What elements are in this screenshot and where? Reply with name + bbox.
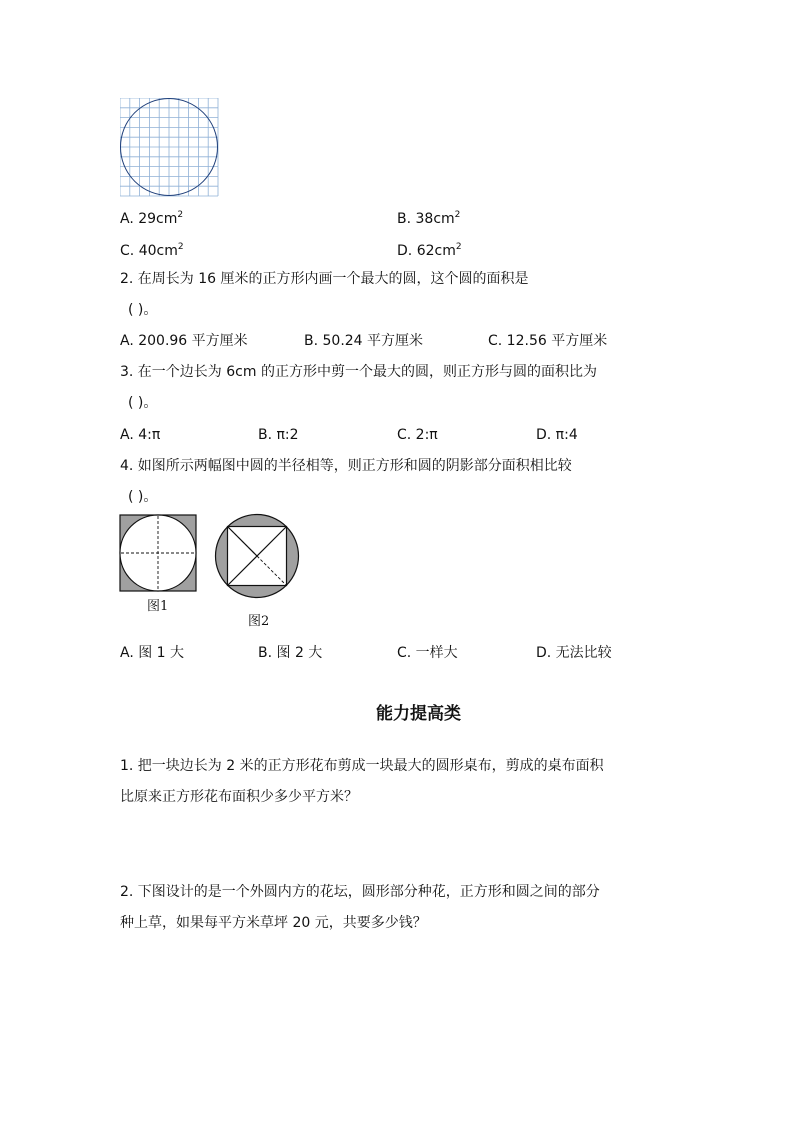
q4-option-c[interactable]: C. 一样大 [397, 645, 458, 661]
option-letter: C. [120, 243, 135, 259]
option-value: 38cm [415, 211, 455, 227]
option-letter: A. [120, 211, 134, 227]
grid-circle-figure [120, 98, 220, 198]
section-title: 能力提高类 [376, 704, 461, 724]
q3-option-a[interactable]: A. 4:π [120, 427, 161, 443]
figure-2 [214, 513, 300, 599]
grid-option-b[interactable] [397, 206, 460, 228]
q3-option-d[interactable]: D. π:4 [536, 427, 578, 443]
q3-option-c[interactable]: C. 2:π [397, 427, 438, 443]
problem-1-line-1: 1. 把一块边长为 2 米的正方形花布剪成一块最大的圆形桌布，剪成的桌布面积 [120, 758, 604, 774]
option-value: 29cm [138, 211, 178, 227]
option-exponent: 2 [177, 210, 184, 220]
question-3-text: 3. 在一个边长为 6cm 的正方形中剪一个最大的圆，则正方形与圆的面积比为 [120, 364, 597, 380]
option-exponent: 2 [455, 242, 462, 252]
grid-option-a[interactable] [120, 206, 183, 228]
option-value: 62cm [416, 243, 456, 259]
question-2-text: 2. 在周长为 16 厘米的正方形内画一个最大的圆，这个圆的面积是 [120, 271, 529, 287]
problem-2-line-1: 2. 下图设计的是一个外圆内方的花坛，圆形部分种花，正方形和圆之间的部分 [120, 884, 600, 900]
figure-1-caption: 图1 [147, 599, 169, 614]
figure-1 [119, 514, 197, 592]
q4-option-a[interactable]: A. 图 1 大 [120, 645, 185, 661]
question-4-text: 4. 如图所示两幅图中圆的半径相等，则正方形和圆的阴影部分面积相比较 [120, 458, 572, 474]
option-letter: B. [397, 211, 412, 227]
option-exponent: 2 [454, 210, 461, 220]
question-3-blank: ( )。 [128, 395, 158, 411]
q2-option-a[interactable]: A. 200.96 平方厘米 [120, 333, 248, 349]
question-2-blank: ( )。 [128, 302, 158, 318]
q2-option-c[interactable]: C. 12.56 平方厘米 [488, 333, 608, 349]
q2-option-b[interactable]: B. 50.24 平方厘米 [304, 333, 424, 349]
q3-option-b[interactable]: B. π:2 [258, 427, 299, 443]
problem-2-line-2: 种上草，如果每平方米草坪 20 元，共要多少钱？ [120, 915, 427, 931]
option-value: 40cm [138, 243, 178, 259]
figure-2-caption: 图2 [248, 614, 270, 629]
grid-option-c[interactable] [120, 238, 184, 260]
q4-option-d[interactable]: D. 无法比较 [536, 645, 612, 661]
option-letter: D. [397, 243, 413, 259]
problem-1-line-2: 比原来正方形花布面积少多少平方米？ [120, 789, 358, 805]
question-4-blank: ( )。 [128, 489, 158, 505]
q4-option-b[interactable]: B. 图 2 大 [258, 645, 323, 661]
option-exponent: 2 [177, 242, 184, 252]
grid-option-d[interactable] [397, 238, 462, 260]
